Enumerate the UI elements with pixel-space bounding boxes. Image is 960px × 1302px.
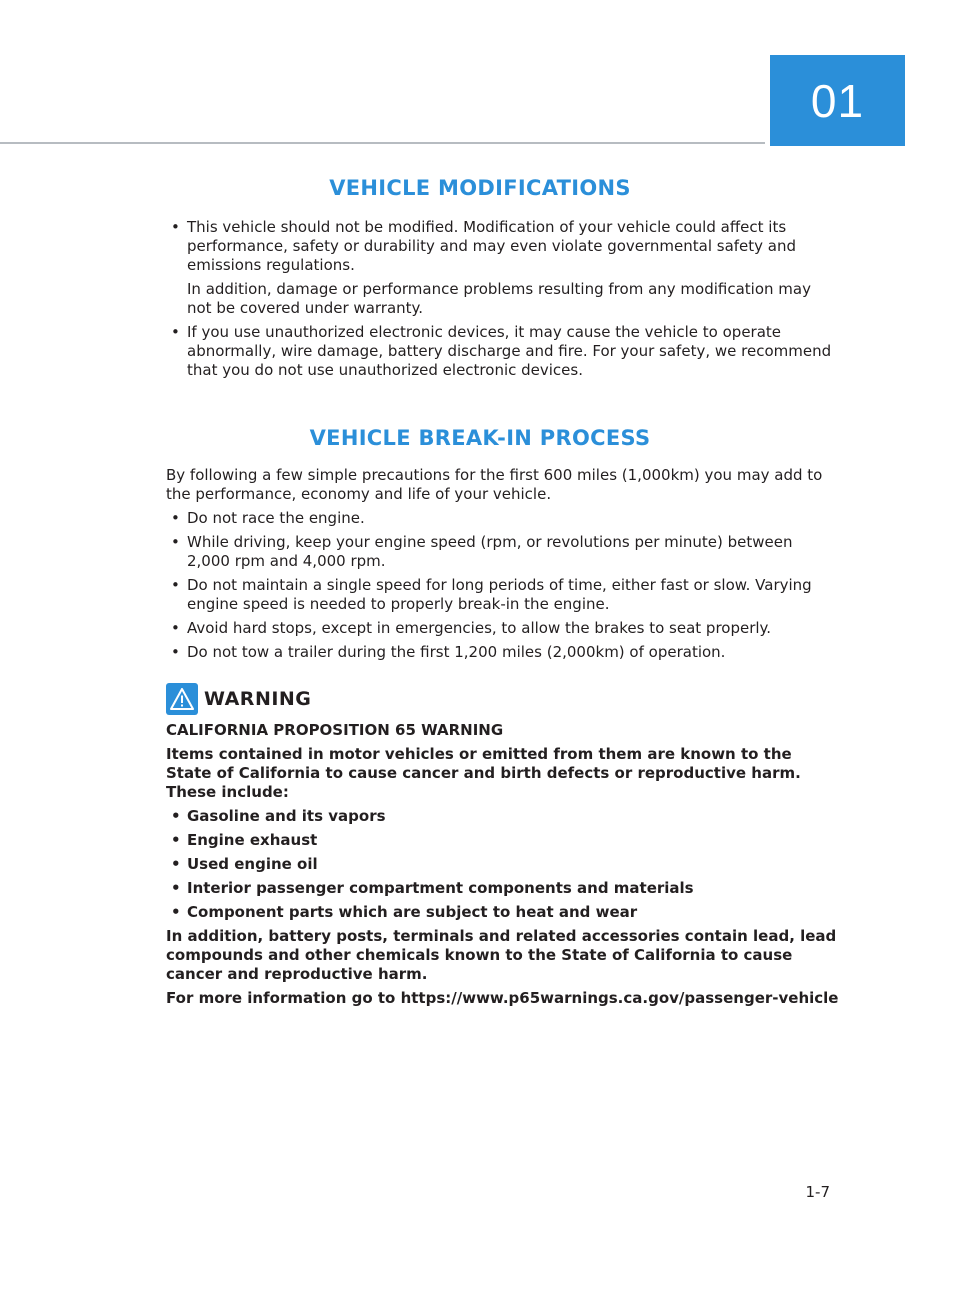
list-item: • While driving, keep your engine speed (rpm, or revolutions per minute) between 2,000 rpm and 4,000 rpm. (166, 533, 840, 571)
list-item: • Do not tow a trailer during the first 1,200 miles (2,000km) of operation. (166, 643, 840, 662)
list-item: • Do not maintain a single speed for long periods of time, either fast or slow. Varying engine speed is needed to properly break-in the engine. (166, 576, 840, 614)
break-in-list (166, 509, 840, 662)
modifications-section (166, 218, 840, 385)
section-title-modifications: VEHICLE MODIFICATIONS (329, 176, 631, 200)
warning-triangle-icon (166, 683, 198, 715)
warning-label: WARNING (204, 687, 312, 710)
modifications-list (166, 218, 840, 275)
warning-heading: CALIFORNIA PROPOSITION 65 WARNING (166, 721, 504, 739)
warning-lead-paragraph: In addition, battery posts, terminals and related accessories contain lead, lead compounds and other chemicals known to the State of California to cause cancer and reproductive harm. (166, 927, 837, 983)
page-number: 1-7 (805, 1183, 830, 1201)
warning-more-info: For more information go to https://www.p65warnings.ca.gov/passenger-vehicle (166, 989, 839, 1007)
break-in-intro: By following a few simple precautions for the first 600 miles (1,000km) you may add to the performance, economy and life of your vehicle. (166, 466, 823, 503)
warning-box (166, 683, 840, 1013)
warning-items (166, 807, 840, 922)
section-title-break-in: VEHICLE BREAK-IN PROCESS (309, 426, 651, 450)
warning-header (166, 683, 840, 715)
list-item: • Component parts which are subject to heat and wear (166, 903, 840, 922)
modifications-list-continued (166, 323, 840, 380)
list-item: • Used engine oil (166, 855, 840, 874)
chapter-tab: 01 (770, 55, 905, 146)
list-item: • Avoid hard stops, except in emergencies, to allow the brakes to seat properly. (166, 619, 840, 638)
warning-intro: Items contained in motor vehicles or emitted from them are known to the State of California to cause cancer and birth defects or reproductive harm. These include: (166, 745, 801, 801)
list-item: • Gasoline and its vapors (166, 807, 840, 826)
header-rule (0, 142, 765, 144)
list-item: • Engine exhaust (166, 831, 840, 850)
list-item: • Do not race the engine. (166, 509, 840, 528)
warning-body (166, 721, 840, 1008)
list-item: • Interior passenger compartment components and materials (166, 879, 840, 898)
warranty-note: In addition, damage or performance problems resulting from any modification may not be covered under warranty. (187, 280, 811, 317)
break-in-section (166, 466, 840, 667)
list-item: • If you use unauthorized electronic devices, it may cause the vehicle to operate abnormally, wire damage, battery discharge and fire. For your safety, we recommend that you do not use unauthorized electronic devices. (166, 323, 840, 380)
list-item: • This vehicle should not be modified. Modification of your vehicle could affect its performance, safety or durability and may even violate governmental safety and emissions regulations. (166, 218, 840, 275)
